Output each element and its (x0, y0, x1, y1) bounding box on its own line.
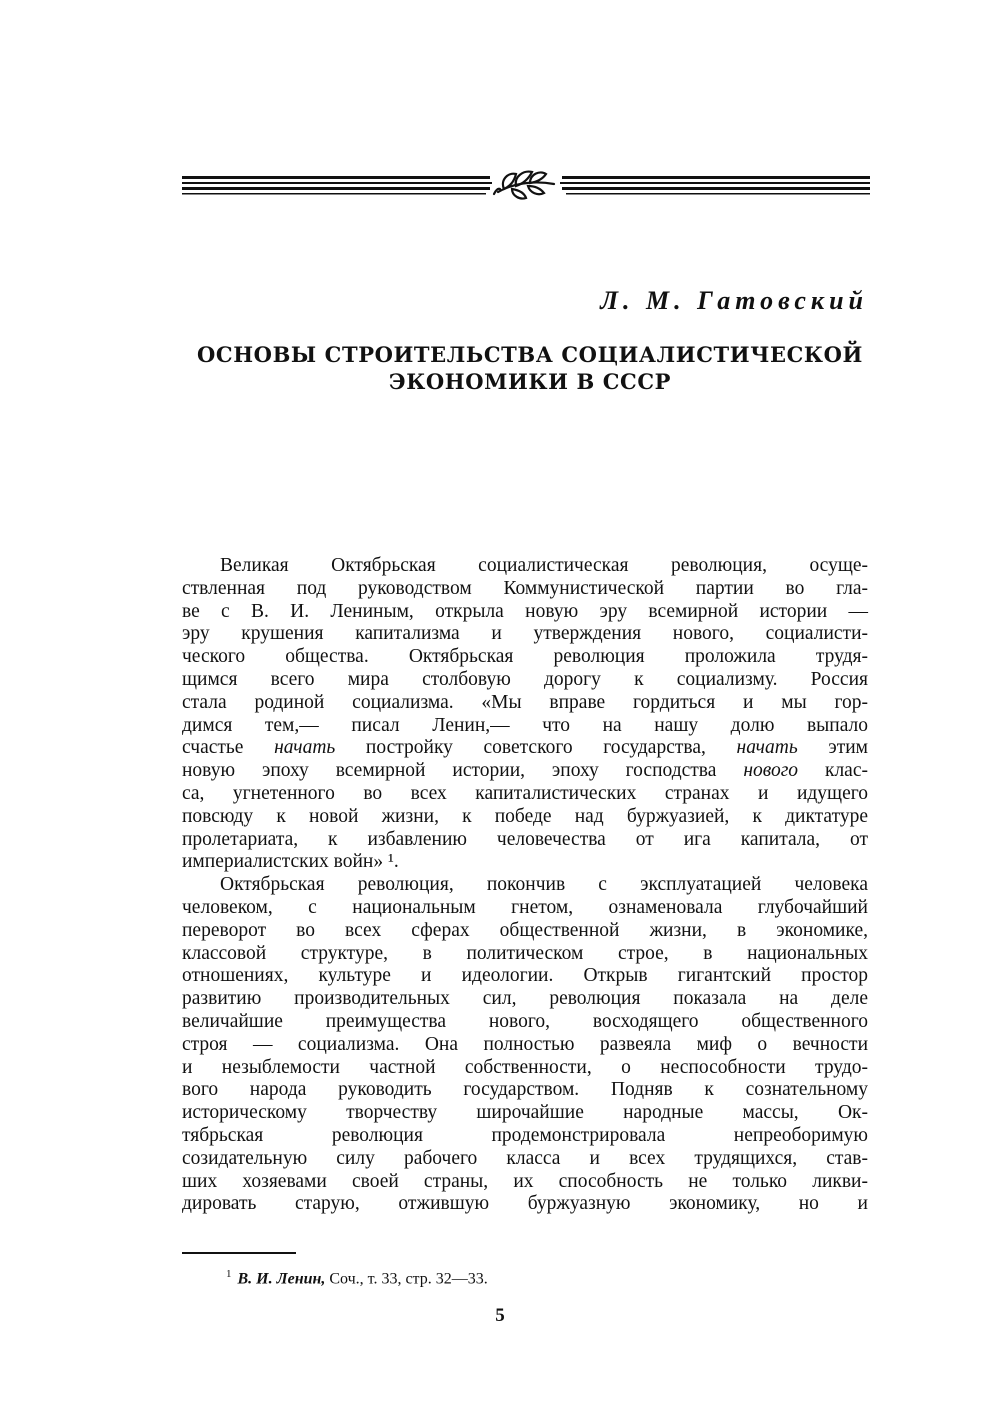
text-line: ших хозяевами своей страны, их способность не только ликви- (182, 1170, 868, 1192)
text-line: димся тем,— писал Ленин,— что на нашу долю выпало (182, 714, 868, 736)
text-line: созидательную силу рабочего класса и всех трудящихся, став- (182, 1147, 868, 1169)
text-fragment: этим (797, 737, 869, 759)
emphasis-text: начать (274, 737, 336, 759)
text-line: ве с В. И. Лениным, открыла новую эру всемирной истории — (182, 600, 868, 622)
text-line: историческому творчеству широчайшие народные массы, Ок- (182, 1102, 868, 1124)
author-name: Л. М. Гатовский (600, 286, 868, 315)
footnote-source: Соч., т. 33, стр. 32—33. (329, 1270, 488, 1288)
text-line: повсюду к новой жизни, к победе над буржуазией, к диктатуре (182, 805, 868, 827)
ornament-rules-right (560, 176, 870, 195)
text-line: величайшие преимущества нового, восходящего общественного (182, 1010, 868, 1032)
text-line: са, угнетенного во всех капиталистических странах и идущего (182, 782, 868, 804)
article-title-line-2: ЭКОНОМИКИ В СССР (388, 369, 672, 394)
text-line: строя — социализма. Она полностью развеяла миф о вечности (182, 1033, 868, 1055)
text-line: пролетариата, к избавлению человечества от ига капитала, от (182, 828, 868, 850)
footnote (226, 1268, 488, 1288)
article-body (182, 555, 868, 1216)
text-fragment: счастье (182, 737, 275, 759)
text-line: Великая Октябрьская социалистическая революция, осуще- (220, 555, 868, 576)
text-line: стала родиной социализма. «Мы вправе гордиться и мы гор- (182, 691, 868, 713)
text-line: классовой структуре, в политическом строе, в национальных (182, 942, 868, 964)
text-line: эру крушения капитализма и утверждения нового, социалисти- (182, 623, 868, 645)
footnote-separator (182, 1252, 296, 1254)
text-line: Октябрьская революция, покончив с эксплуатацией человека (220, 874, 868, 896)
emphasis-text: нового (743, 760, 799, 782)
text-line (182, 760, 868, 783)
footnote-marker: 1 (226, 1268, 232, 1280)
text-line: ческого общества. Октябрьская революция проложила трудя- (182, 646, 868, 668)
text-fragment: клас- (798, 760, 868, 782)
text-fragment: новую эпоху всемирной истории, эпоху господства (182, 760, 744, 782)
text-line: развитию производительных сил, революция показала на деле (182, 988, 868, 1010)
text-line: империалистских войн» ¹. (182, 851, 399, 873)
emphasis-text: начать (736, 737, 798, 759)
text-line: ствленная под руководством Коммунистической партии во гла- (182, 577, 868, 599)
footnote-author: В. И. Ленин, (237, 1270, 326, 1288)
text-line: дировать старую, отжившую буржуазную экономику, но и (182, 1193, 868, 1215)
text-line: вого народа руководить государством. Подняв к сознательному (182, 1079, 868, 1101)
text-line: и незыблемости частной собственности, о неспособности трудо- (182, 1056, 868, 1078)
text-line (182, 737, 868, 760)
text-line: переворот во всех сферах общественной жизни, в экономике, (182, 919, 868, 941)
text-fragment: постройку советского государства, (335, 737, 737, 759)
text-line: тябрьская революция продемонстрировала непреоборимую (182, 1124, 868, 1146)
header-ornament (182, 162, 870, 206)
article-title-line-1: ОСНОВЫ СТРОИТЕЛЬСТВА СОЦИАЛИСТИЧЕСКОЙ (197, 342, 863, 367)
laurel-branch-icon (494, 172, 554, 199)
text-line: щимся всего мира столбовую дорогу к социализму. Россия (182, 668, 868, 690)
text-line: отношениях, культуре и идеологии. Открыв гигантский простор (182, 965, 868, 987)
ornament-rules-left (182, 176, 492, 195)
text-line: человеком, с национальным гнетом, ознаменовала глубочайший (182, 896, 868, 918)
page-number: 5 (495, 1305, 505, 1326)
